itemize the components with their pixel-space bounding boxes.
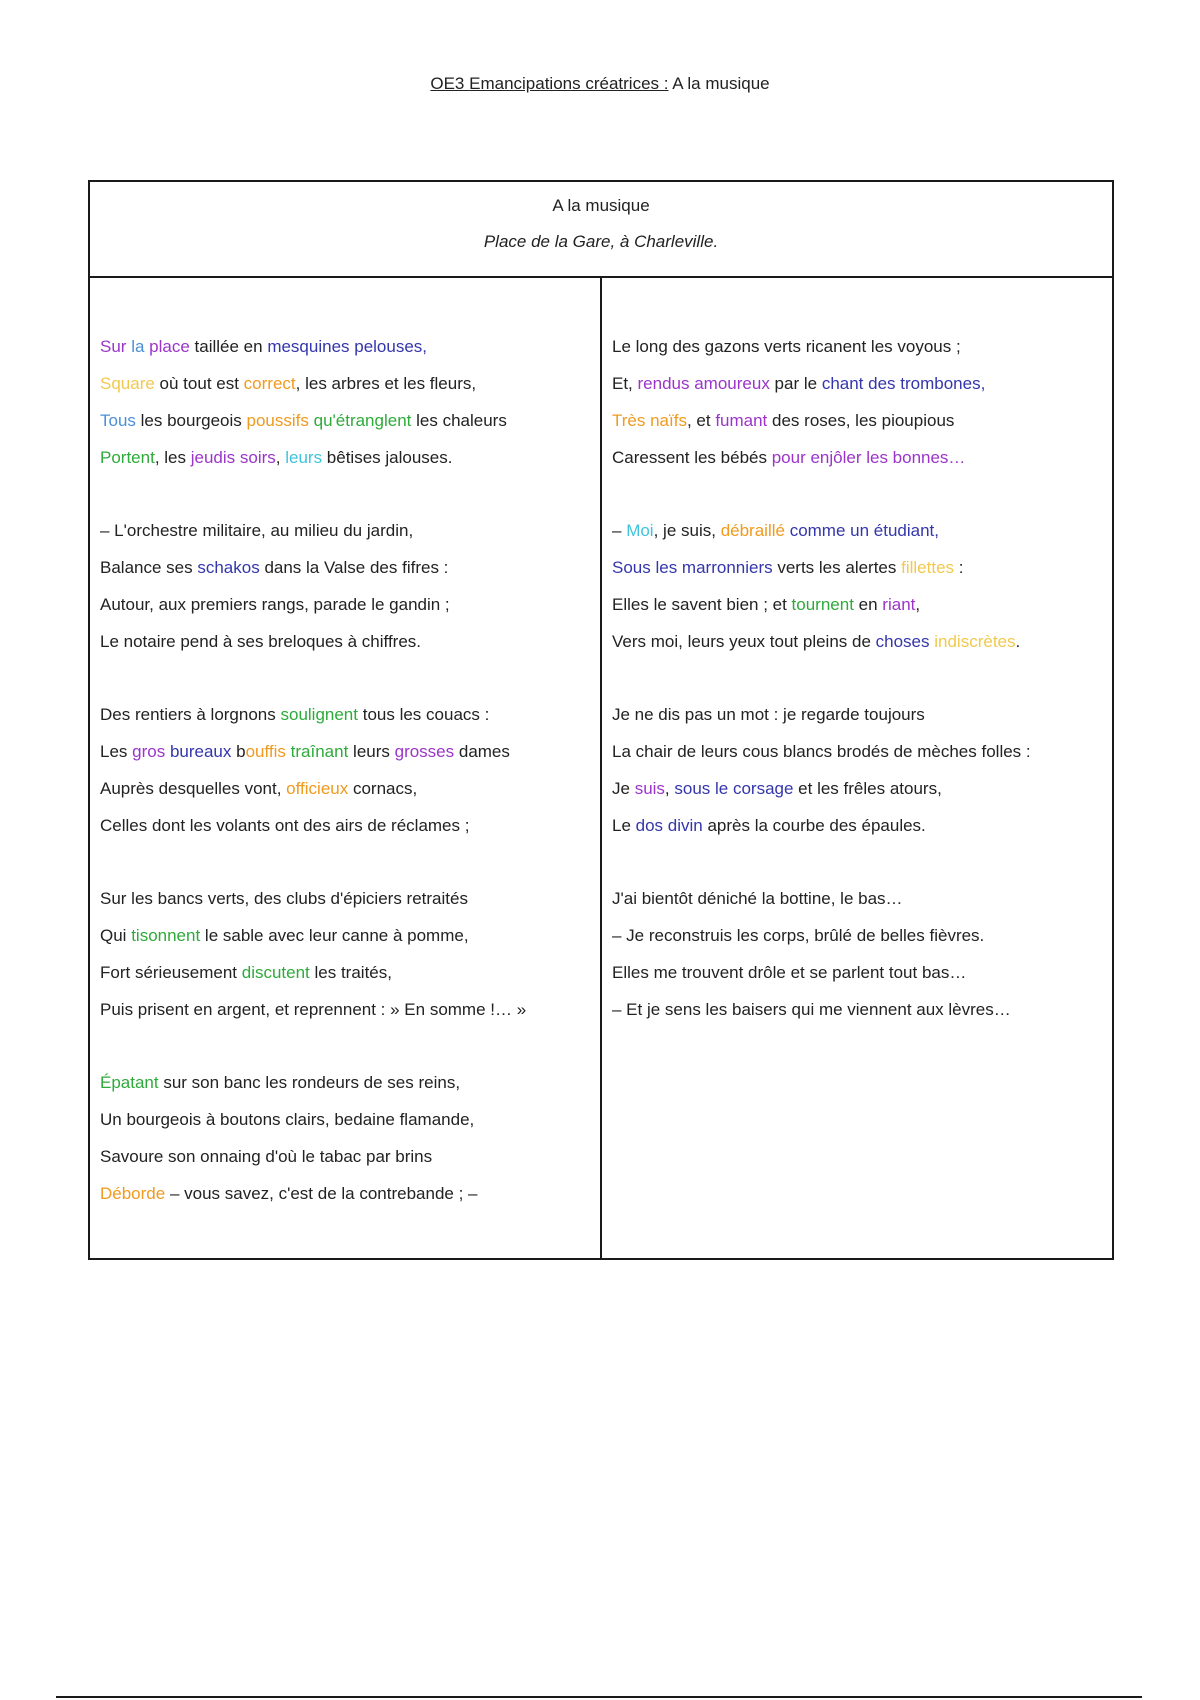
- verse-text: Fort sérieusement: [100, 963, 242, 982]
- verse-text: Autour, aux premiers rangs, parade le gandin ;: [100, 595, 450, 614]
- poem-column-left: [90, 278, 602, 1258]
- verse-text: dames: [454, 742, 510, 761]
- highlighted-word: fumant: [715, 411, 768, 430]
- highlighted-word: leurs: [285, 448, 323, 467]
- verse-line: [612, 365, 1112, 402]
- verse-line: [612, 991, 1112, 1028]
- verse-line: [612, 733, 1112, 770]
- verse-line: [100, 917, 600, 954]
- verse-line: [100, 439, 600, 476]
- verse-text: Les: [100, 742, 133, 761]
- highlighted-word: grosses: [394, 742, 455, 761]
- verse-text: Elles le savent bien ; et: [612, 595, 792, 614]
- verse-text: Un bourgeois à boutons clairs, bedaine flamande,: [100, 1110, 475, 1129]
- verse-text: Auprès desquelles vont,: [100, 779, 287, 798]
- highlighted-word: sous le corsage: [674, 779, 794, 798]
- highlighted-word: rendus amoureux: [637, 374, 770, 393]
- stanza: [612, 512, 1112, 660]
- highlighted-word: schakos: [197, 558, 260, 577]
- verse-line: [612, 402, 1112, 439]
- highlighted-word: suis: [634, 779, 665, 798]
- verse-line: [100, 733, 600, 770]
- verse-text: tous les couacs :: [358, 705, 490, 724]
- highlighted-word: Sur: [100, 337, 127, 356]
- highlighted-word: qu'étranglent: [313, 411, 412, 430]
- verse-text: cornacs,: [348, 779, 418, 798]
- verse-text: Balance ses: [100, 558, 198, 577]
- stanza: [100, 328, 600, 476]
- verse-line: [100, 991, 600, 1028]
- verse-text: b: [236, 742, 246, 761]
- highlighted-word: Moi: [626, 521, 654, 540]
- verse-text: des roses, les pioupious: [767, 411, 955, 430]
- verse-line: [100, 770, 600, 807]
- highlighted-word: Déborde: [100, 1184, 166, 1203]
- highlighted-word: Tous: [100, 411, 136, 430]
- verse-text: le sable avec leur canne à pomme,: [200, 926, 469, 945]
- verse-text: La chair de leurs cous blancs brodés de mèches folles :: [612, 742, 1031, 761]
- verse-line: [612, 439, 1112, 476]
- highlighted-word: débraillé: [720, 521, 785, 540]
- verse-line: [100, 1175, 600, 1212]
- verse-line: [100, 1064, 600, 1101]
- verse-text: Sur les bancs verts, des clubs d'épiciers retraités: [100, 889, 468, 908]
- verse-text: Je ne dis pas un mot : je regarde toujours: [612, 705, 925, 724]
- verse-text: sur son banc les rondeurs de ses reins,: [158, 1073, 461, 1092]
- highlighted-word: Portent: [100, 448, 155, 467]
- verse-text: , je suis,: [653, 521, 721, 540]
- verse-line: [612, 917, 1112, 954]
- highlighted-word: officieux: [286, 779, 349, 798]
- highlighted-word: dos divin: [635, 816, 703, 835]
- page-footer-rule: [56, 1696, 1142, 1698]
- poem-header: [90, 182, 1112, 278]
- verse-text: Et,: [612, 374, 638, 393]
- verse-text: – L'orchestre militaire, au milieu du jardin,: [100, 521, 414, 540]
- verse-text: , les arbres et les fleurs,: [295, 374, 477, 393]
- verse-line: [100, 696, 600, 733]
- verse-text: –: [612, 521, 627, 540]
- poem-columns: [90, 278, 1112, 1258]
- verse-line: [100, 549, 600, 586]
- verse-text: ,: [275, 448, 286, 467]
- verse-text: verts les alertes: [772, 558, 902, 577]
- highlighted-word: bureaux: [169, 742, 232, 761]
- verse-text: :: [954, 558, 964, 577]
- highlighted-word: chant des trombones,: [821, 374, 986, 393]
- verse-text: où tout est: [154, 374, 244, 393]
- highlighted-word: Sous les marronniers: [612, 558, 773, 577]
- stanza: [612, 328, 1112, 476]
- highlighted-word: ouffis: [245, 742, 286, 761]
- document-title-underlined: OE3 Emancipations créatrices :: [430, 74, 669, 93]
- verse-text: Des rentiers à lorgnons: [100, 705, 281, 724]
- verse-text: Celles dont les volants ont des airs de réclames ;: [100, 816, 470, 835]
- highlighted-word: Très naïfs: [612, 411, 687, 430]
- verse-text: Je: [612, 779, 635, 798]
- verse-line: [612, 954, 1112, 991]
- verse-line: [612, 512, 1112, 549]
- verse-text: par le: [769, 374, 822, 393]
- verse-line: [100, 880, 600, 917]
- poem-title: A la musique: [552, 196, 650, 215]
- verse-line: [612, 807, 1112, 844]
- verse-text: les bourgeois: [135, 411, 247, 430]
- verse-text: Le notaire pend à ses breloques à chiffres.: [100, 632, 422, 651]
- verse-line: [100, 807, 600, 844]
- verse-text: ,: [664, 779, 675, 798]
- document-title: [0, 74, 1200, 94]
- verse-text: dans la Valse des fifres :: [259, 558, 449, 577]
- verse-line: [100, 586, 600, 623]
- verse-text: bêtises jalouses.: [322, 448, 453, 467]
- verse-text: les traités,: [309, 963, 392, 982]
- highlighted-word: indiscrètes: [934, 632, 1016, 651]
- verse-text: Le: [612, 816, 636, 835]
- verse-text: – Je reconstruis les corps, brûlé de belles fièvres.: [612, 926, 985, 945]
- highlighted-word: riant: [882, 595, 916, 614]
- highlighted-word: place: [149, 337, 190, 356]
- highlighted-word: comme un étudiant,: [789, 521, 939, 540]
- highlighted-word: correct: [243, 374, 296, 393]
- verse-line: [612, 623, 1112, 660]
- verse-line: [100, 623, 600, 660]
- verse-line: [612, 549, 1112, 586]
- document-title-rest: A la musique: [668, 74, 770, 93]
- verse-text: , et: [686, 411, 716, 430]
- verse-text: après la courbe des épaules.: [702, 816, 926, 835]
- verse-line: [100, 402, 600, 439]
- highlighted-word: mesquines pelouses,: [267, 337, 428, 356]
- highlighted-word: poussifs: [246, 411, 309, 430]
- highlighted-word: pour enjôler les bonnes…: [771, 448, 966, 467]
- poem-table: [88, 180, 1114, 1260]
- highlighted-word: jeudis soirs: [190, 448, 276, 467]
- verse-text: Elles me trouvent drôle et se parlent tout bas…: [612, 963, 967, 982]
- verse-line: [100, 954, 600, 991]
- verse-text: Le long des gazons verts ricanent les voyous ;: [612, 337, 961, 356]
- verse-text: et les frêles atours,: [793, 779, 942, 798]
- verse-text: Vers moi, leurs yeux tout pleins de: [612, 632, 876, 651]
- verse-line: [612, 880, 1112, 917]
- stanza: [100, 512, 600, 660]
- verse-text: Caressent les bébés: [612, 448, 772, 467]
- verse-text: en: [853, 595, 883, 614]
- verse-line: [612, 770, 1112, 807]
- verse-line: [100, 365, 600, 402]
- verse-text: Qui: [100, 926, 132, 945]
- verse-line: [100, 1101, 600, 1138]
- verse-text: leurs: [348, 742, 395, 761]
- stanza: [612, 880, 1112, 1028]
- highlighted-word: gros: [132, 742, 166, 761]
- verse-text: .: [1015, 632, 1021, 651]
- highlighted-word: Square: [100, 374, 155, 393]
- verse-line: [612, 586, 1112, 623]
- verse-text: Savoure son onnaing d'où le tabac par brins: [100, 1147, 433, 1166]
- verse-text: Puis prisent en argent, et reprennent : » En somme !… »: [100, 1000, 527, 1019]
- verse-text: – vous savez, c'est de la contrebande ; –: [165, 1184, 478, 1203]
- highlighted-word: tisonnent: [131, 926, 201, 945]
- highlighted-word: tournent: [791, 595, 854, 614]
- stanza: [612, 696, 1112, 844]
- stanza: [100, 1064, 600, 1212]
- highlighted-word: discutent: [241, 963, 310, 982]
- verse-text: ,: [915, 595, 921, 614]
- verse-text: – Et je sens les baisers qui me viennent aux lèvres…: [612, 1000, 1011, 1019]
- highlighted-word: choses: [875, 632, 930, 651]
- stanza: [100, 880, 600, 1028]
- highlighted-word: Épatant: [100, 1073, 159, 1092]
- highlighted-word: soulignent: [280, 705, 358, 724]
- highlighted-word: la: [131, 337, 145, 356]
- verse-text: taillée en: [189, 337, 268, 356]
- verse-text: , les: [154, 448, 191, 467]
- verse-text: les chaleurs: [411, 411, 507, 430]
- poem-column-right: [602, 278, 1112, 1258]
- verse-line: [612, 328, 1112, 365]
- highlighted-word: fillettes: [901, 558, 955, 577]
- verse-line: [100, 1138, 600, 1175]
- poem-subtitle: Place de la Gare, à Charleville.: [483, 232, 719, 251]
- stanza: [100, 696, 600, 844]
- verse-line: [612, 696, 1112, 733]
- highlighted-word: traînant: [290, 742, 349, 761]
- verse-text: J'ai bientôt déniché la bottine, le bas…: [612, 889, 903, 908]
- verse-line: [100, 328, 600, 365]
- verse-line: [100, 512, 600, 549]
